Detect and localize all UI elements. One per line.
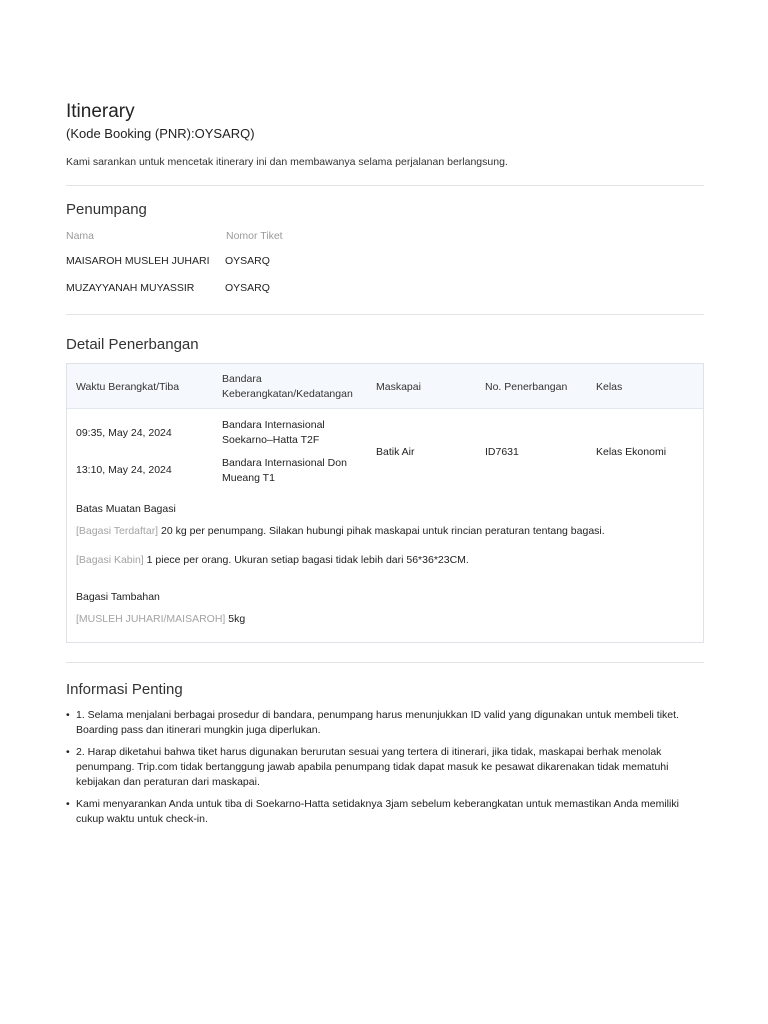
passenger-name: MUZAYYANAH MUYASSIR [66,282,195,294]
divider [66,314,704,315]
flight-table-header [67,364,703,409]
checked-baggage [76,524,605,539]
booking-code-value: OYSARQ [194,126,251,141]
intro-text: Kami sarankan untuk mencetak itinerary ini dan membawanya selama perjalanan berlangsung. [66,156,508,168]
bullet: • [66,709,70,721]
info-item [66,708,704,738]
booking-code-label: (Kode Booking (PNR): [66,126,195,141]
passenger-name: MAISAROH MUSLEH JUHARI [66,255,210,267]
info-item [66,745,704,790]
cabin-baggage-text: 1 piece per orang. Ukuran setiap bagasi tidak lebih dari 56*36*23CM. [146,554,469,566]
divider [66,185,704,186]
passenger-ticket: OYSARQ [225,282,270,294]
extra-baggage-label: [MUSLEH JUHARI/MAISAROH] [76,613,226,625]
flight-number: ID7631 [485,446,519,458]
info-list [66,708,704,834]
extra-baggage [76,612,245,627]
airline-name: Batik Air [376,446,415,458]
ticket-number-header: Nomor Tiket [226,230,283,242]
info-section-title: Informasi Penting [66,681,183,698]
passenger-ticket: OYSARQ [225,255,270,267]
info-item-text: 2. Harap diketahui bahwa tiket harus digunakan berurutan sesuai yang tertera di itinerari, jika tidak, maskapai berhak menolak penumpang. Trip.com tidak bertanggung jawab apabila penumpang tidak dapat masuk ke pesawat dikarenakan tidak mematuhi kebijakan dan peraturan dari maskapai. [76,746,669,788]
departure-airport-line2: Soekarno–Hatta T2F [222,434,320,446]
departure-time: 09:35, May 24, 2024 [76,427,172,439]
header-airport-line1: Bandara [222,373,262,385]
baggage-title: Batas Muatan Bagasi [76,503,176,515]
arrival-airport-line2: Mueang T1 [222,472,275,484]
divider [66,662,704,663]
page-title: Itinerary [66,101,135,122]
header-airport-line2: Keberangkatan/Kedatangan [222,388,353,400]
info-item [66,797,704,827]
passengers-section-title: Penumpang [66,201,147,218]
arrival-airport-line1: Bandara Internasional Don [222,457,347,469]
booking-code-close: ) [250,126,255,141]
cabin-baggage-label: [Bagasi Kabin] [76,554,144,566]
bullet: • [66,746,70,758]
header-flight-number: No. Penerbangan [485,381,568,393]
cabin-baggage [76,553,469,568]
flight-section-title: Detail Penerbangan [66,336,199,353]
checked-baggage-label: [Bagasi Terdaftar] [76,525,159,537]
booking-code-line [66,126,255,141]
header-class: Kelas [596,381,623,393]
info-item-text: Kami menyarankan Anda untuk tiba di Soekarno-Hatta setidaknya 3jam sebelum keberangkatan untuk memastikan Anda memiliki cukup waktu untuk check-in. [76,798,679,825]
passenger-name-header: Nama [66,230,95,242]
header-airline: Maskapai [376,381,421,393]
header-time: Waktu Berangkat/Tiba [76,381,180,393]
departure-airport-line1: Bandara Internasional [222,419,325,431]
cabin-class: Kelas Ekonomi [596,446,667,458]
bullet: • [66,798,70,810]
extra-baggage-title: Bagasi Tambahan [76,591,160,603]
extra-baggage-text: 5kg [228,613,246,625]
arrival-time: 13:10, May 24, 2024 [76,464,172,476]
info-item-text: 1. Selama menjalani berbagai prosedur di bandara, penumpang harus menunjukkan ID valid yang digunakan untuk membeli tiket. Boarding pass dan itinerari mungkin juga diperlukan. [76,709,679,736]
flight-details-table [66,363,704,643]
checked-baggage-text: 20 kg per penumpang. Silakan hubungi pihak maskapai untuk rincian peraturan tentang bagasi. [161,525,605,537]
